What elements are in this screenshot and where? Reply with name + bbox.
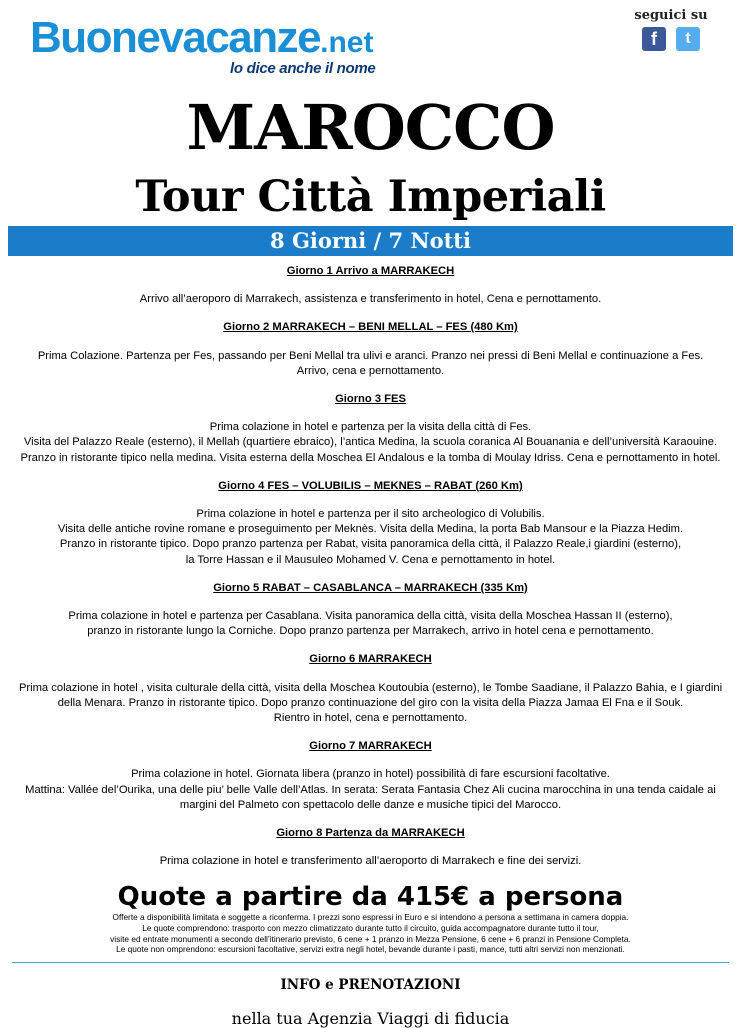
day-line: Arrivo all’aeroporo di Marrakech, assistenza e transferimento in hotel, Cena e pernottamento. — [139, 293, 602, 306]
day-line: Prima colazione in hotel e partenza per il sito archeologico di Volubilis. — [196, 508, 545, 521]
day-line: Rientro in hotel, cena e pernottamento. — [273, 712, 468, 725]
day-description — [12, 292, 729, 307]
day-line: Prima colazione in hotel. Giornata libera (pranzo in hotel) possibilità di fare escursioni facoltative. — [131, 768, 610, 781]
day-heading: Giorno 1 Arrivo a MARRAKECH — [286, 265, 455, 277]
brand-logo[interactable] — [30, 12, 430, 82]
day-description — [12, 854, 729, 869]
info-title: INFO e PRENOTAZIONI — [280, 976, 461, 993]
quote-notes — [0, 912, 741, 954]
page-title: MAROCCO — [186, 91, 555, 164]
social-box — [631, 8, 711, 51]
day-line: Arrivo, cena e pernottamento. — [296, 364, 445, 377]
day-line: Mattina: Vallée del’Ourika, una delle piu’ belle Valle dell’Atlas. In serata: Serata Fantasia Chez Ali cucina marocchina in una tenda caidale ai — [25, 783, 716, 796]
day-description — [12, 609, 729, 639]
twitter-icon[interactable]: t — [676, 27, 700, 51]
day-line: Prima colazione in hotel e partenza per la visita della città di Fes. — [209, 421, 532, 434]
quote-note: Offerte a disponibilità limitata e soggette a riconferma. I prezzi sono espressi in Euro e si intendono a persona a settimana in camera doppia. — [112, 912, 629, 923]
logo-tld: .net — [320, 26, 374, 59]
day-heading: Giorno 4 FES – VOLUBILIS – MEKNES – RABAT (260 Km) — [218, 479, 523, 492]
day-heading: Giorno 5 RABAT – CASABLANCA – MARRAKECH (335 Km) — [213, 581, 528, 594]
divider — [12, 962, 729, 963]
social-icons — [631, 27, 711, 51]
day-line: Prima colazione in hotel e partenza per Casablana. Visita panoramica della città, visita della Moschea Hassan II (esterno), — [68, 610, 673, 623]
day-description — [12, 681, 729, 727]
day-line: Visita delle antiche rovine romane e proseguimento per Meknès. Visita della Medina, la porta Bab Mansour e la Piazza Hedim. — [57, 523, 684, 536]
day-description — [12, 767, 729, 813]
day-line: Visita del Palazzo Reale (esterno), il Mellah (quartiere ebraico), l’antica Medina, la scuola coranica Al Bouanania e dell’università Karaouine. — [23, 436, 718, 449]
day-description — [12, 349, 729, 379]
facebook-icon[interactable]: f — [642, 27, 666, 51]
day-line: Pranzo in ristorante tipico. Dopo pranzo partenza per Rabat, visita panoramica della città, il Palazzo Reale,i giardini (esterno), — [59, 538, 682, 551]
day-heading: Giorno 3 FES — [335, 393, 406, 406]
day-line: la Torre Hassan e il Mausuleo Mohamed V. Cena e pernottamento in hotel. — [185, 553, 556, 566]
day-heading: Giorno 7 MARRAKECH — [309, 740, 432, 753]
header — [0, 0, 741, 86]
social-label: seguici su — [634, 8, 708, 23]
quote-note: Le quote comprendono: trasporto con mezzo climatizzato durante tutto il circuito, guida accompagnatore durante tutto il tour, — [142, 923, 599, 934]
day-line: margini del Palmeto con spettacolo delle danze e musiche tipici del Marocco. — [179, 798, 562, 811]
quote-note: Le quote non omprendono: escursioni facoltative, servizi extra negli hotel, bevande durante i pasti, mance, tutti altri servizi non menzionati. — [116, 944, 625, 955]
quote-note: visite ed entrate monumenti a secondo dell’itinerario previsto, 6 cene + 1 pranzo in Mezza Pensione, 6 cene + 6 pranzi in Pensione Completa. — [110, 933, 631, 944]
day-heading: Giorno 6 MARRAKECH — [309, 653, 432, 666]
day-line: pranzo in ristorante lungo la Corniche. Dopo pranzo partenza per Marrakech, arrivo in hotel cena e pernottamento. — [87, 625, 654, 638]
logo-name: Buonevacanze — [30, 13, 321, 62]
page-subtitle: Tour Città Imperiali — [135, 172, 606, 222]
quote-title: Quote a partire da 415€ a persona — [117, 882, 624, 913]
day-line: della Menara. Pranzo in ristorante tipico. Dopo pranzo continuazione del giro con la visita della Piazza Jamaa El Fna e il Souk. — [57, 696, 684, 709]
duration-banner: 8 Giorni / 7 Notti — [8, 226, 733, 256]
day-line: Prima Colazione. Partenza per Fes, passando per Beni Mellal tra ulivi e aranci. Pranzo nei pressi di Beni Mellal e continuazione a Fes. — [37, 349, 704, 362]
day-line: Prima colazione in hotel , visita culturale della città, visita della Moschea Koutoubia (esterno), le Tombe Saadiane, il Palazzo Bahia, e I giardini — [18, 681, 723, 694]
logo-tagline: lo dice anche il nome — [230, 60, 376, 77]
day-heading: Giorno 8 Partenza da MARRAKECH — [276, 827, 465, 840]
itinerary — [12, 264, 729, 869]
day-line: Pranzo in ristorante tipico nella medina. Visita esterna della Moschea El Andalous e la tomba di Moulay Idriss. Cena e pernottamento in hotel. — [20, 451, 721, 464]
info-subtitle: nella tua Agenzia Viaggi di fiducia — [231, 1008, 510, 1028]
day-line: Prima colazione in hotel e transferimento all’aeroporto di Marrakech e fine dei servizi. — [159, 855, 582, 868]
day-heading: Giorno 2 MARRAKECH – BENI MELLAL – FES (480 Km) — [223, 321, 518, 334]
day-description — [12, 420, 729, 466]
day-description — [12, 507, 729, 568]
